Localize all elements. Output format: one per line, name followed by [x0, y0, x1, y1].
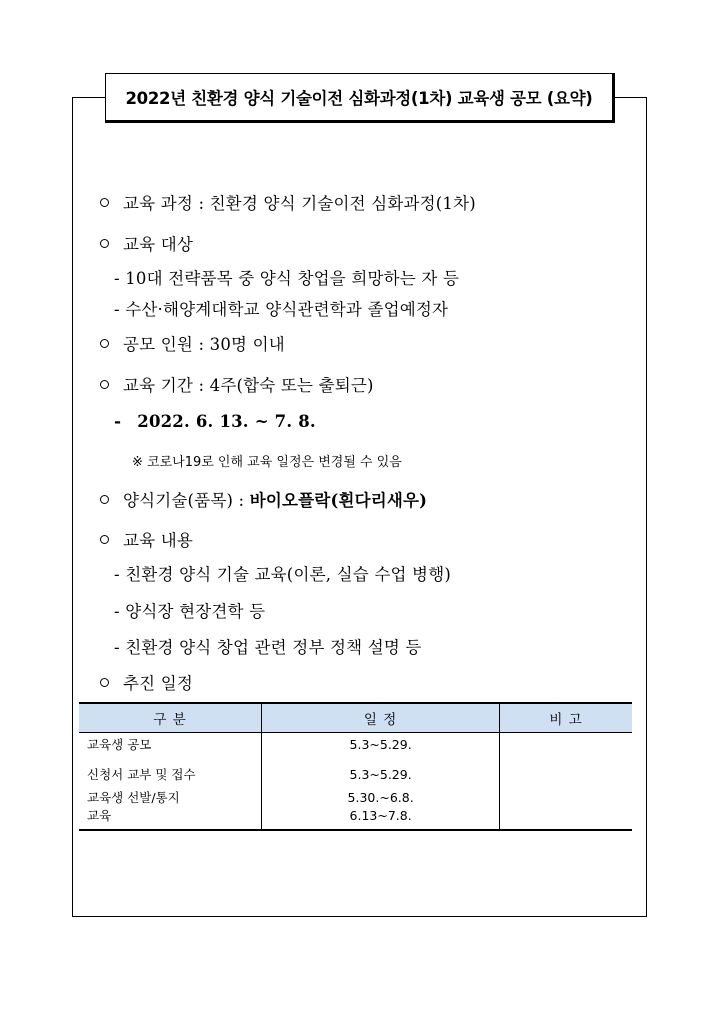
item-tech: 양식기술(품목) : 바이오플락(흰다리새우)	[100, 487, 427, 511]
item-target-1: - 10대 전략품목 중 양식 창업을 희망하는 자 등	[114, 269, 460, 288]
table-cell-category: 교육생 선발/통지	[87, 790, 180, 805]
item-content-2: - 양식장 현장견학 등	[114, 602, 266, 621]
item-course: 교육 과정 : 친환경 양식 기술이전 심화과정(1차)	[100, 190, 476, 214]
item-content-3: - 친환경 양식 창업 관련 정부 정책 설명 등	[114, 638, 422, 657]
table-cell-category: 교육	[87, 808, 112, 823]
bullet-circle-icon	[100, 239, 109, 248]
item-content: 교육 내용	[100, 527, 193, 551]
bullet-circle-icon	[100, 678, 109, 687]
table-header-row	[79, 703, 632, 733]
bullet-circle-icon	[100, 198, 109, 207]
item-recruit: 공모 인원 : 30명 이내	[100, 331, 285, 355]
header-date: 일 정	[262, 703, 500, 733]
item-period-dates: - 2022. 6. 13. ~ 7. 8.	[114, 412, 316, 432]
table-cell-category: 신청서 교부 및 접수	[87, 767, 196, 782]
bullet-circle-icon	[100, 339, 109, 348]
bullet-circle-icon	[100, 495, 109, 504]
bullet-circle-icon	[100, 380, 109, 389]
title-text: 2022년 친환경 양식 기술이전 심화과정(1차) 교육생 공모 (요약)	[125, 89, 593, 108]
date-column	[262, 733, 500, 831]
table-cell-date: 5.30.~6.8.	[347, 790, 414, 805]
header-category: 구 분	[79, 703, 262, 733]
item-period: 교육 기간 : 4주(합숙 또는 출퇴근)	[100, 372, 374, 396]
table-cell-date: 6.13~7.8.	[349, 808, 412, 823]
item-schedule: 추진 일정	[100, 670, 193, 694]
table-cell-category: 교육생 공모	[87, 737, 152, 752]
note-column	[500, 733, 632, 831]
table-cell-date: 5.3~5.29.	[349, 767, 412, 782]
document-title	[105, 73, 615, 123]
item-target-2: - 수산·해양계대학교 양식관련학과 졸업예정자	[114, 300, 449, 319]
header-note: 비 고	[500, 703, 632, 733]
schedule-table	[79, 702, 632, 831]
table-row	[79, 733, 632, 831]
item-period-note: ※ 코로나19로 인해 교육 일정은 변경될 수 있음	[132, 455, 402, 470]
item-content-1: - 친환경 양식 기술 교육(이론, 실습 수업 병행)	[114, 565, 451, 584]
item-target: 교육 대상	[100, 231, 193, 255]
category-column	[79, 733, 262, 831]
table-cell-date: 5.3~5.29.	[349, 737, 412, 752]
bullet-circle-icon	[100, 535, 109, 544]
